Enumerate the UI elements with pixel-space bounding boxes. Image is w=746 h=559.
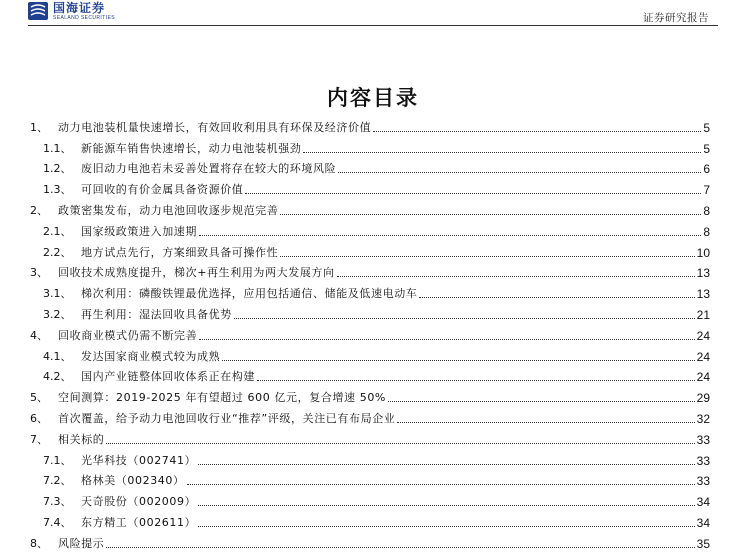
toc-entry[interactable] [30,138,710,159]
toc-dot-leader [222,360,694,361]
toc-entry-page[interactable]: 5 [703,141,710,156]
toc-entry[interactable] [30,200,710,221]
toc-entry-title[interactable]: 回收商业模式仍需不断完善 [58,328,198,342]
toc-entry-number: 6、 [30,411,48,425]
toc-entry[interactable] [30,304,710,325]
toc-entry-number: 7、 [30,432,48,446]
toc-entry-page[interactable]: 29 [696,391,710,406]
toc-entry-title[interactable]: 相关标的 [58,432,105,446]
header-divider [28,25,718,26]
toc-entry-number: 3.1、 [43,287,72,301]
toc-dot-leader [280,256,694,257]
toc-entry-title[interactable]: 回收技术成熟度提升，梯次+再生利用为两大发展方向 [58,266,335,280]
toc-entry-number: 7.2、 [43,474,72,488]
toc-entry-title[interactable]: 首次覆盖，给予动力电池回收行业“推荐”评级，关注已有布局企业 [58,411,396,425]
toc-entry[interactable] [30,117,710,138]
toc-entry-title[interactable]: 天奇股份（002009） [81,495,197,509]
toc-dot-leader [397,422,694,423]
toc-entry-page[interactable]: 6 [703,162,710,177]
toc-dot-leader [198,464,694,465]
report-type-label: 证券研究报告 [643,12,709,24]
toc-entry-number: 1.3、 [43,183,72,197]
toc-dot-leader [257,380,695,381]
toc-entry-number: 1.1、 [43,141,72,155]
toc-entry-page[interactable]: 24 [696,328,710,343]
toc-entry[interactable] [30,325,710,346]
toc-dot-leader [303,152,701,153]
toc-entry-number: 1、 [30,120,48,134]
toc-entry-title[interactable]: 格林美（002340） [81,474,185,488]
toc-entry-number: 8、 [30,536,48,550]
sealand-logo-icon [28,2,48,20]
page-header [0,0,746,26]
toc-entry-page[interactable]: 24 [696,370,710,385]
toc-entry-title[interactable]: 风险提示 [58,536,105,550]
toc-entry[interactable] [30,408,710,429]
logo-en: SEALAND SECURITIES [53,15,115,21]
toc-entry-page[interactable]: 35 [696,536,710,551]
toc-entry-page[interactable]: 8 [703,203,710,218]
toc-dot-leader [419,297,694,298]
toc-entry-title[interactable]: 政策密集发布，动力电池回收逐步规范完善 [58,203,279,217]
toc-entry-number: 7.4、 [43,515,72,529]
toc-entry-number: 5、 [30,391,48,405]
toc-entry[interactable] [30,221,710,242]
toc-dot-leader [280,214,701,215]
toc-dot-leader [338,172,701,173]
toc-entry-title[interactable]: 地方试点先行，方案细致具备可操作性 [81,245,279,259]
toc-dot-leader [234,318,695,319]
toc-dot-leader [187,484,695,485]
toc-entry-page[interactable]: 33 [696,432,710,447]
toc-entry-page[interactable]: 5 [703,120,710,135]
toc-entry-title[interactable]: 再生利用：湿法回收具备优势 [81,307,232,321]
toc-entry-number: 2.1、 [43,224,72,238]
toc-entry-page[interactable]: 13 [696,266,710,281]
toc-entry[interactable] [30,367,710,388]
toc-entry-number: 2.2、 [43,245,72,259]
toc-entry[interactable] [30,346,710,367]
toc-entry-title[interactable]: 空间测算：2019-2025 年有望超过 600 亿元，复合增速 50% [58,391,386,405]
toc-entry-page[interactable]: 34 [696,495,710,510]
toc-entry[interactable] [30,387,710,408]
toc-entry[interactable] [30,159,710,180]
toc-dot-leader [388,401,695,402]
toc-entry-title[interactable]: 可回收的有价金属具备资源价值 [81,183,244,197]
toc-dot-leader [106,443,694,444]
toc-entry-page[interactable]: 13 [696,287,710,302]
toc-entry-page[interactable]: 32 [696,411,710,426]
toc-entry-page[interactable]: 7 [703,183,710,198]
toc-dot-leader [199,339,694,340]
toc-dot-leader [106,547,694,548]
toc-entry-page[interactable]: 8 [703,224,710,239]
toc-dot-leader [199,235,701,236]
toc-entry-title[interactable]: 国内产业链整体回收体系正在构建 [81,370,255,384]
toc-entry-title[interactable]: 发达国家商业模式较为成熟 [81,349,221,363]
toc-entry-title[interactable]: 梯次利用：磷酸铁锂最优选择，应用包括通信、储能及低速电动车 [81,287,418,301]
toc-title: 内容目录 [327,86,419,110]
toc-entry-number: 4、 [30,328,48,342]
toc-entry[interactable] [30,242,710,263]
toc-entry[interactable] [30,429,710,450]
toc-entry-number: 1.2、 [43,162,72,176]
toc-entry-number: 2、 [30,203,48,217]
toc-dot-leader [245,193,701,194]
toc-dot-leader [198,526,694,527]
toc-entry-number: 3.2、 [43,307,72,321]
toc-entry[interactable] [30,512,710,533]
company-logo [28,2,115,21]
toc-entry-page[interactable]: 24 [696,349,710,364]
toc-entry-number: 7.1、 [43,453,72,467]
toc-entry-title[interactable]: 国家级政策进入加速期 [81,224,197,238]
toc-entry[interactable] [30,450,710,471]
toc-entry-title[interactable]: 东方精工（002611） [81,515,197,529]
toc-entry-page[interactable]: 34 [696,515,710,530]
toc-entry[interactable] [30,263,710,284]
toc-dot-leader [373,131,701,132]
toc-entry[interactable] [30,179,710,200]
toc-entry[interactable] [30,471,710,492]
toc-entry-number: 3、 [30,266,48,280]
logo-cn: 国海证券 [53,1,106,15]
table-of-contents [30,117,710,554]
toc-entry-title[interactable]: 废旧动力电池若未妥善处置将存在较大的环境风险 [81,162,337,176]
toc-dot-leader [337,276,695,277]
toc-entry-title[interactable]: 动力电池装机量快速增长，有效回收利用具有环保及经济价值 [58,120,372,134]
toc-entry-page[interactable]: 21 [696,307,710,322]
toc-dot-leader [198,505,694,506]
toc-entry[interactable] [30,491,710,512]
toc-entry-number: 4.1、 [43,349,72,363]
toc-entry-title[interactable]: 光华科技（002741） [81,453,197,467]
toc-entry-number: 4.2、 [43,370,72,384]
toc-entry-page[interactable]: 33 [696,474,710,489]
toc-entry-page[interactable]: 10 [696,245,710,260]
toc-entry[interactable] [30,283,710,304]
toc-entry-title[interactable]: 新能源车销售快速增长，动力电池装机强劲 [81,141,302,155]
toc-entry-page[interactable]: 33 [696,453,710,468]
toc-entry-number: 7.3、 [43,495,72,509]
toc-entry[interactable] [30,533,710,554]
